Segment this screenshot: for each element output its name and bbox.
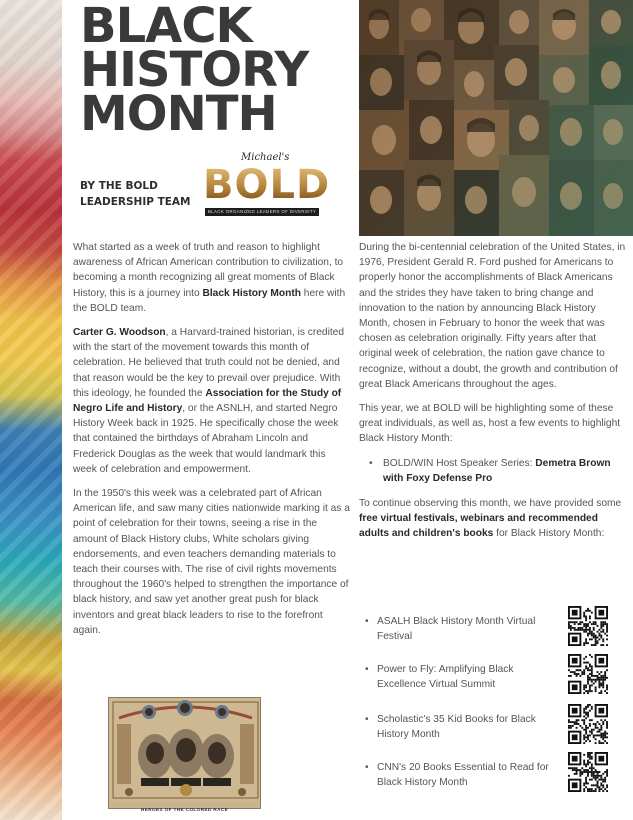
text-run: for Black History Month: [493,528,605,540]
resource-item [359,704,631,751]
page-title [80,0,355,142]
bicentennial-paragraph: During the bi-centennial celebration of the United States, in 1976, President Gerald R. Ford pushed for Americans to properly honor the accomplishments of Black Americans and the strides they have taken to bring change and innovation to the nation by announcing Black History Month, chosen in February to honor the week that was chosen as celebration originally. Fifty years after that original week of celebration, the nation gave chance to recognize, without a doubt, the growth and contribution of great Black Americans throughout the ages. [359,242,626,390]
collage-tint [359,0,633,236]
bold-text: Carter G. Woodson [73,327,166,339]
logo-tagline: BLACK ORGANIZED LEADERS OF DIVERSITY [205,208,319,216]
qr-code-icon[interactable] [568,752,608,792]
bold-text: Demetra Brown with Foxy Defense Pro [383,457,611,484]
heroes-of-the-colored-race-print [108,697,261,809]
logo-word: BOLD [203,162,331,208]
resource-item [359,752,631,799]
qr-code-icon[interactable] [568,654,608,694]
byline [80,178,200,210]
text-run: , a Harvard-trained historian, is credited with the start of the movement towards this month of celebration. He believed that truth could not be denied, and that reason would be the key to prevail over prejudice. With this ideology, he founded the [73,327,345,399]
text-run: here with the BOLD team. [73,287,346,314]
text-run: To continue observing this month, we have provided some [359,498,622,510]
text-run: What started as a week of truth and reason to highlight awareness of African American contribution to civilization, to becoming a month recognizing all great moments of Black History, this is a journey into [73,242,344,299]
resources-intro-paragraph [359,496,627,542]
logo-script: Michael's [241,152,290,163]
title-line: HISTORY [80,42,309,98]
highlights-paragraph: This year, we at BOLD will be highlighting some of these great individuals, as well as, host a few events to highlight Black History Month: [359,403,621,445]
qr-code-icon[interactable] [568,606,608,646]
resource-label: • Scholastic's 35 Kid Books for Black History Month [377,712,559,742]
event-item [359,456,627,486]
bold-text: Black History Month [202,287,301,299]
bold-text: free virtual festivals, webinars and recommended adults and children's books [359,513,598,540]
resource-label: • ASALH Black History Month Virtual Festival [377,614,559,644]
title-line: MONTH [80,86,277,142]
title-line: BLACK [80,0,252,54]
text-run: BOLD/WIN Host Speaker Series: [383,457,536,469]
resource-item [359,606,631,653]
heroes-illustration [109,698,261,802]
qr-code-icon[interactable] [568,704,608,744]
black-history-portrait-collage [359,0,633,236]
fifties-paragraph: In the 1950's this week was a celebrated part of African American life, and saw many cities nationwide marking it as a point of celebration for their towns, seeing a rise in the amount of Black History clubs, White scholars giving endorsements, and even teachers demanding materials to teach their courses with. The rise of civil rights movements throughout the 1960's helped to strengthen the importance of black history, and saw yet another great push for black inventors and great black leaders to rise to the forefront again. [73,488,350,636]
bold-logo [203,152,331,222]
byline-line: LEADERSHIP TEAM [80,196,191,208]
byline-line: BY THE BOLD [80,180,158,192]
resource-label: • Power to Fly: Amplifying Black Excellence Virtual Summit [377,662,559,692]
events-list [359,456,627,486]
bold-text: Association for the Study of Negro Life and History [73,387,342,415]
woodson-paragraph [73,325,350,477]
intro-paragraph [73,240,350,316]
right-article-column [359,240,627,551]
decorative-paint-strip [0,0,62,820]
left-article-column [73,240,350,647]
text-run: , or the ASNLH, and started Negro History Week back in 1925. He specifically chose the week that contained the birthdays of Abraham Lincoln and Frederick Douglas as the week that would landmark this week of celebration and empowerment. [73,403,339,475]
resource-item [359,654,631,701]
image-caption: HEROES OF THE COLORED RACE [140,808,229,813]
resource-label: • CNN's 20 Books Essential to Read for Black History Month [377,760,559,790]
